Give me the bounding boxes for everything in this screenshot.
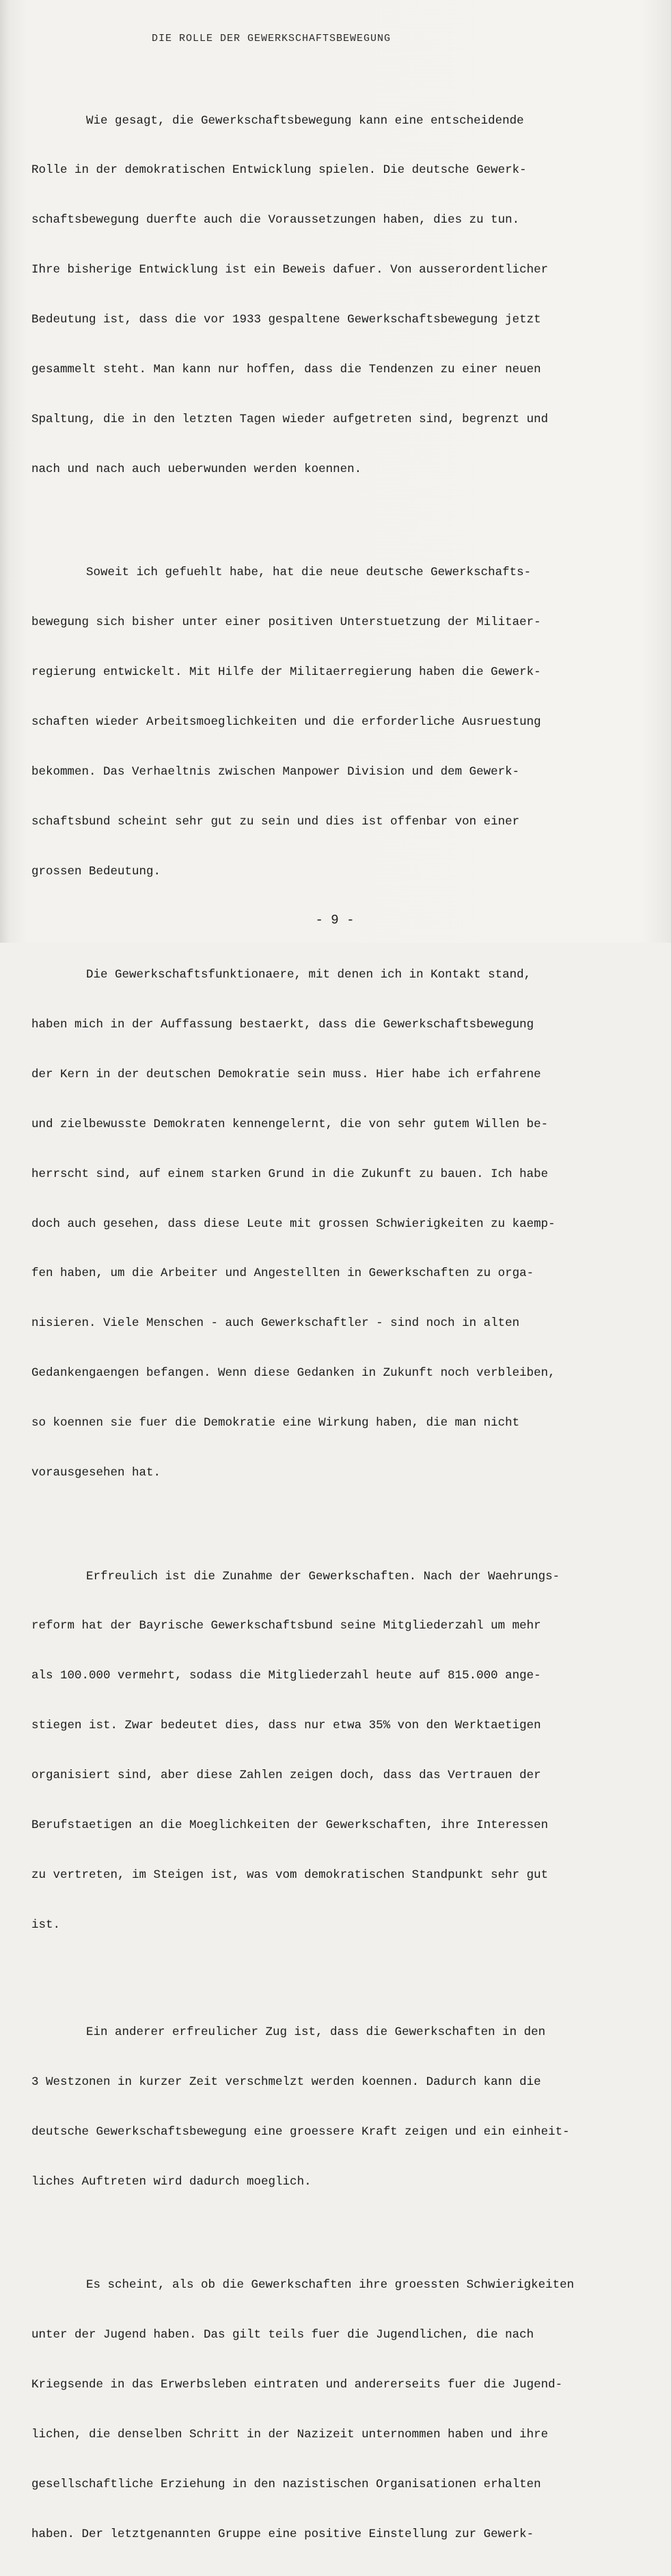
text-line: schaftsbund scheint sehr gut zu sein und dies ist offenbar von einer — [31, 814, 520, 829]
text-line: nisieren. Viele Menschen - auch Gewerkschaftler - sind noch in alten — [31, 1316, 520, 1331]
text-line: nach und nach auch ueberwunden werden koennen. — [31, 462, 362, 476]
paragraph-1 — [31, 79, 644, 511]
document-body — [31, 31, 644, 2576]
text-line: vorausgesehen hat. — [31, 1466, 161, 1480]
text-line: Wie gesagt, die Gewerkschaftsbewegung kann eine entscheidende — [86, 113, 524, 128]
text-line: der Kern in der deutschen Demokratie sein muss. Hier habe ich erfahrene — [31, 1067, 541, 1081]
text-line: Erfreulich ist die Zunahme der Gewerkschaften. Nach der Waehrungs- — [86, 1569, 560, 1583]
text-line: Soweit ich gefuehlt habe, hat die neue deutsche Gewerkschafts- — [86, 566, 532, 580]
text-line: liches Auftreten wird dadurch moeglich. — [31, 2174, 312, 2189]
text-line: zu vertreten, im Steigen ist, was vom demokratischen Standpunkt sehr gut — [31, 1868, 549, 1882]
text-line: reform hat der Bayrische Gewerkschaftsbund seine Mitgliederzahl um mehr — [31, 1619, 541, 1633]
text-line: Berufstaetigen an die Moeglichkeiten der Gewerkschaften, ihre Interessen — [31, 1818, 549, 1832]
text-line: organisiert sind, aber diese Zahlen zeigen doch, dass das Vertrauen der — [31, 1769, 541, 1783]
document-title: DIE ROLLE DER GEWERKSCHAFTSBEWEGUNG — [152, 33, 392, 44]
text-line: gesammelt steht. Man kann nur hoffen, dass die Tendenzen zu einer neuen — [31, 363, 541, 377]
paragraph-2 — [31, 531, 644, 913]
paragraph-5 — [31, 1991, 644, 2224]
text-line: regierung entwickelt. Mit Hilfe der Militaerregierung haben die Gewerk- — [31, 665, 541, 680]
text-line: deutsche Gewerkschaftsbewegung eine groessere Kraft zeigen und ein einheit- — [31, 2125, 570, 2139]
text-line: gesellschaftliche Erziehung in den nazistischen Organisationen erhalten — [31, 2477, 541, 2491]
text-line: so koennen sie fuer die Demokratie eine Wirkung haben, die man nicht — [31, 1416, 520, 1430]
text-line: Ihre bisherige Entwicklung ist ein Beweis dafuer. Von ausserordentlicher — [31, 263, 549, 277]
text-line: schaften wieder Arbeitsmoeglichkeiten und die erforderliche Ausruestung — [31, 715, 541, 729]
text-line: ist. — [31, 1917, 61, 1932]
text-line: Die Gewerkschaftsfunktionaere, mit denen ich in Kontakt stand, — [86, 968, 532, 982]
paragraph-4 — [31, 1535, 644, 1967]
text-line: Es scheint, als ob die Gewerkschaften ihre groessten Schwierigkeiten — [86, 2278, 575, 2293]
text-line: bekommen. Das Verhaeltnis zwischen Manpower Division und dem Gewerk- — [31, 764, 520, 779]
text-line: fen haben, um die Arbeiter und Angestellten in Gewerkschaften zu orga- — [31, 1266, 534, 1281]
text-line: Ein anderer erfreulicher Zug ist, dass die Gewerkschaften in den — [86, 2025, 546, 2040]
text-line: schaftsbewegung duerfte auch die Voraussetzungen haben, dies zu tun. — [31, 213, 520, 227]
text-line: Spaltung, die in den letzten Tagen wieder aufgetreten sind, begrenzt und — [31, 412, 549, 426]
text-line: Rolle in der demokratischen Entwicklung spielen. Die deutsche Gewerk- — [31, 163, 527, 178]
text-line: Bedeutung ist, dass die vor 1933 gespaltene Gewerkschaftsbewegung jetzt — [31, 313, 541, 327]
text-line: lichen, die denselben Schritt in der Nazizeit unternommen haben und ihre — [31, 2428, 549, 2442]
text-line: grossen Bedeutung. — [31, 864, 161, 878]
paragraph-6 — [31, 2244, 644, 2576]
text-line: haben mich in der Auffassung bestaerkt, dass die Gewerkschaftsbewegung — [31, 1018, 534, 1032]
page-number: - 9 - — [315, 913, 355, 928]
text-line: doch auch gesehen, dass diese Leute mit grossen Schwierigkeiten zu kaemp- — [31, 1217, 556, 1231]
text-line: als 100.000 vermehrt, sodass die Mitgliederzahl heute auf 815.000 ange- — [31, 1669, 541, 1683]
text-line: stiegen ist. Zwar bedeutet dies, dass nur etwa 35% von den Werktaetigen — [31, 1719, 541, 1733]
text-line: herrscht sind, auf einem starken Grund in die Zukunft zu bauen. Ich habe — [31, 1167, 549, 1181]
text-line: unter der Jugend haben. Das gilt teils fuer die Jugendlichen, die nach — [31, 2328, 534, 2342]
text-line: Kriegsende in das Erwerbsleben eintraten und andererseits fuer die Jugend- — [31, 2378, 563, 2392]
text-line: bewegung sich bisher unter einer positiven Unterstuetzung der Militaer- — [31, 615, 541, 630]
paragraph-3 — [31, 934, 644, 1514]
text-line: 3 Westzonen in kurzer Zeit verschmelzt werden koennen. Dadurch kann die — [31, 2075, 541, 2090]
text-line: Gedankengaengen befangen. Wenn diese Gedanken in Zukunft noch verbleiben, — [31, 1366, 556, 1381]
text-line: und zielbewusste Demokraten kennengelernt, die von sehr gutem Willen be- — [31, 1117, 549, 1131]
text-line: haben. Der letztgenannten Gruppe eine positive Einstellung zur Gewerk- — [31, 2527, 534, 2541]
